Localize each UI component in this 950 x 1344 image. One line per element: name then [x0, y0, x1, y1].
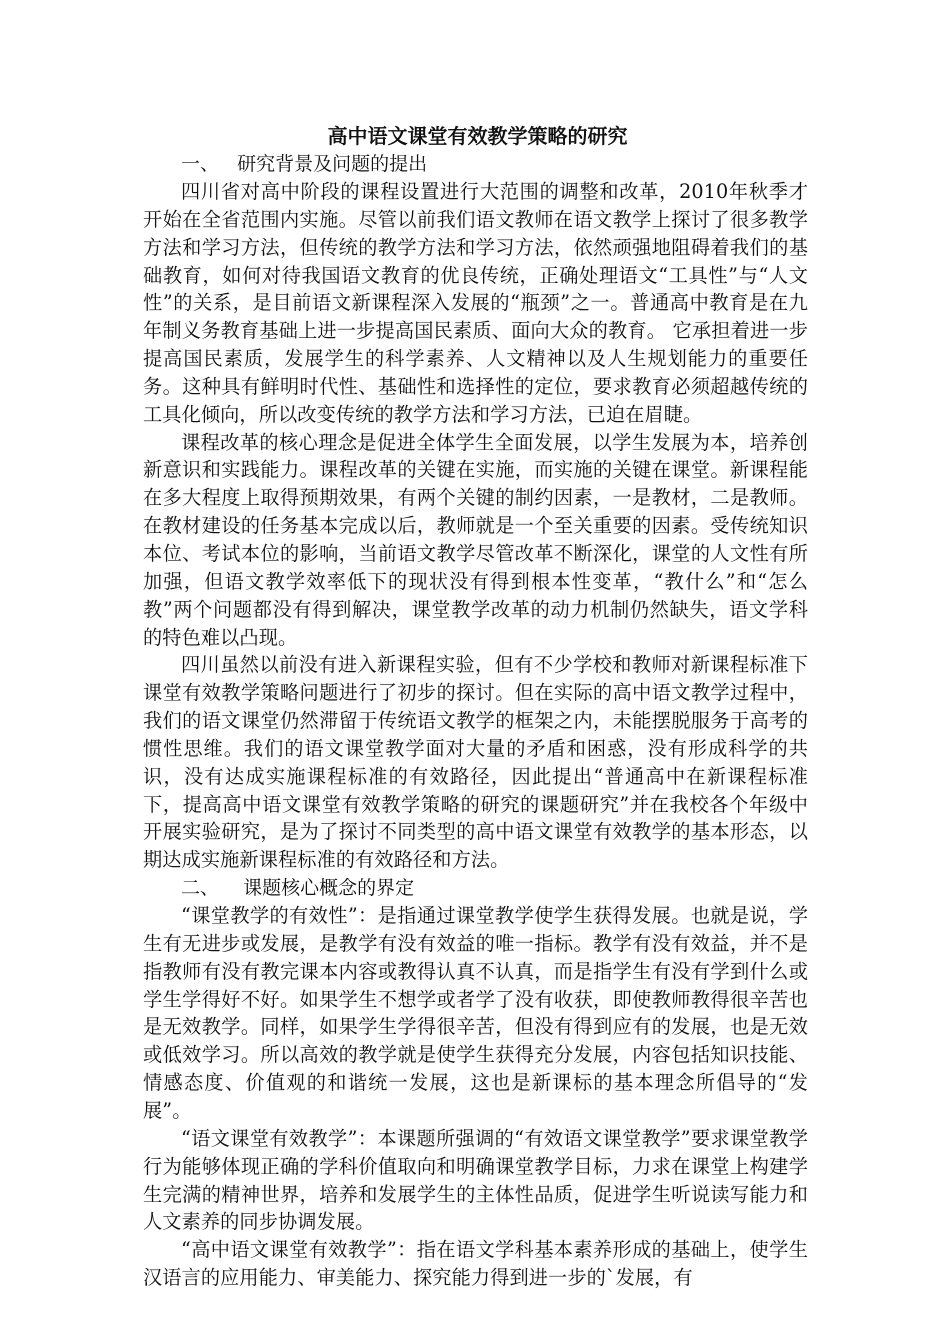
- document-title: 高中语文课堂有效教学策略的研究: [327, 124, 628, 148]
- paragraph: “高中语文课堂有效教学”：指在语文学科基本素养形成的基础上，使学生汉语言的应用能力、审美能力、探究能力得到进一步的`发展，有: [143, 1238, 808, 1290]
- paragraph: “语文课堂有效教学”：本课题所强调的“有效语文课堂教学”要求课堂教学行为能够体现正确的学科价值取向和明确课堂教学目标，力求在课堂上构建学生完满的精神世界，培养和发展学生的主体性品质，促进学生听说读写能力和人文素养的同步协调发展。: [143, 1126, 808, 1234]
- document-body: [143, 122, 808, 1292]
- section-heading-1: 一、 研究背景及问题的提出: [181, 153, 428, 175]
- paragraph: 四川省对高中阶段的课程设置进行大范围的调整和改革，2010年秋季才开始在全省范围内实施。尽管以前我们语文教师在语文教学上探讨了很多教学方法和学习方法，但传统的教学方法和学习方法，依然顽强地阻碍着我们的基础教育，如何对待我国语文教育的优良传统，正确处理语文“工具性”与“人文性”的关系，是目前语文新课程深入发展的“瓶颈”之一。普通高中教育是在九年制义务教育基础上进一步提高国民素质、面向大众的教育。 它承担着进一步提高国民素质，发展学生的科学素养、人文精神以及人生规划能力的重要任务。这种具有鲜明时代性、基础性和选择性的定位，要求教育必须超越传统的工具化倾向，所以改变传统的教学方法和学习方法，已迫在眉睫。: [143, 180, 808, 426]
- paragraph: 课程改革的核心理念是促进全体学生全面发展，以学生发展为本，培养创新意识和实践能力。课程改革的关键在实施，而实施的关键在课堂。新课程能在多大程度上取得预期效果，有两个关键的制约因素，一是教材，二是教师。在教材建设的任务基本完成以后，教师就是一个至关重要的因素。受传统知识本位、考试本位的影响，当前语文教学尽管改革不断深化，课堂的人文性有所加强，但语文教学效率低下的现状没有得到根本性变革，“教什么”和“怎么教”两个问题都没有得到解决，课堂教学改革的动力机制仍然缺失，语文学科的特色难以凸现。: [143, 430, 808, 649]
- section-heading-2: 二、 课题核心概念的界定: [181, 877, 415, 900]
- paragraph: 四川虽然以前没有进入新课程实验，但有不少学校和教师对新课程标准下课堂有效教学策略问题进行了初步的探讨。但在实际的高中语文教学过程中，我们的语文课堂仍然滞留于传统语文教学的框架之内，未能摆脱服务于高考的惯性思维。我们的语文课堂教学面对大量的矛盾和困惑，没有形成科学的共识，没有达成实施课程标准的有效路径，因此提出“普通高中在新课程标准下，提高高中语文课堂有效教学策略的研究的课题研究”并在我校各个年级中开展实验研究，是为了探讨不同类型的高中语文课堂有效教学的基本形态，以期达成实施新课程标准的有效路径和方法。: [143, 653, 808, 872]
- paragraph: “课堂教学的有效性”：是指通过课堂教学使学生获得发展。也就是说，学生有无进步或发展，是教学有没有效益的唯一指标。教学有没有效益，并不是指教师有没有教完课本内容或教得认真不认真，而是指学生有没有学到什么或学生学得好不好。如果学生不想学或者学了没有收获，即使教师教得很辛苦也是无效教学。同样，如果学生学得很辛苦，但没有得到应有的发展，也是无效或低效学习。所以高效的教学就是使学生获得充分发展，内容包括知识技能、情感态度、价值观的和谐统一发展，这也是新课标的基本理念所倡导的“发展”。: [143, 904, 808, 1122]
